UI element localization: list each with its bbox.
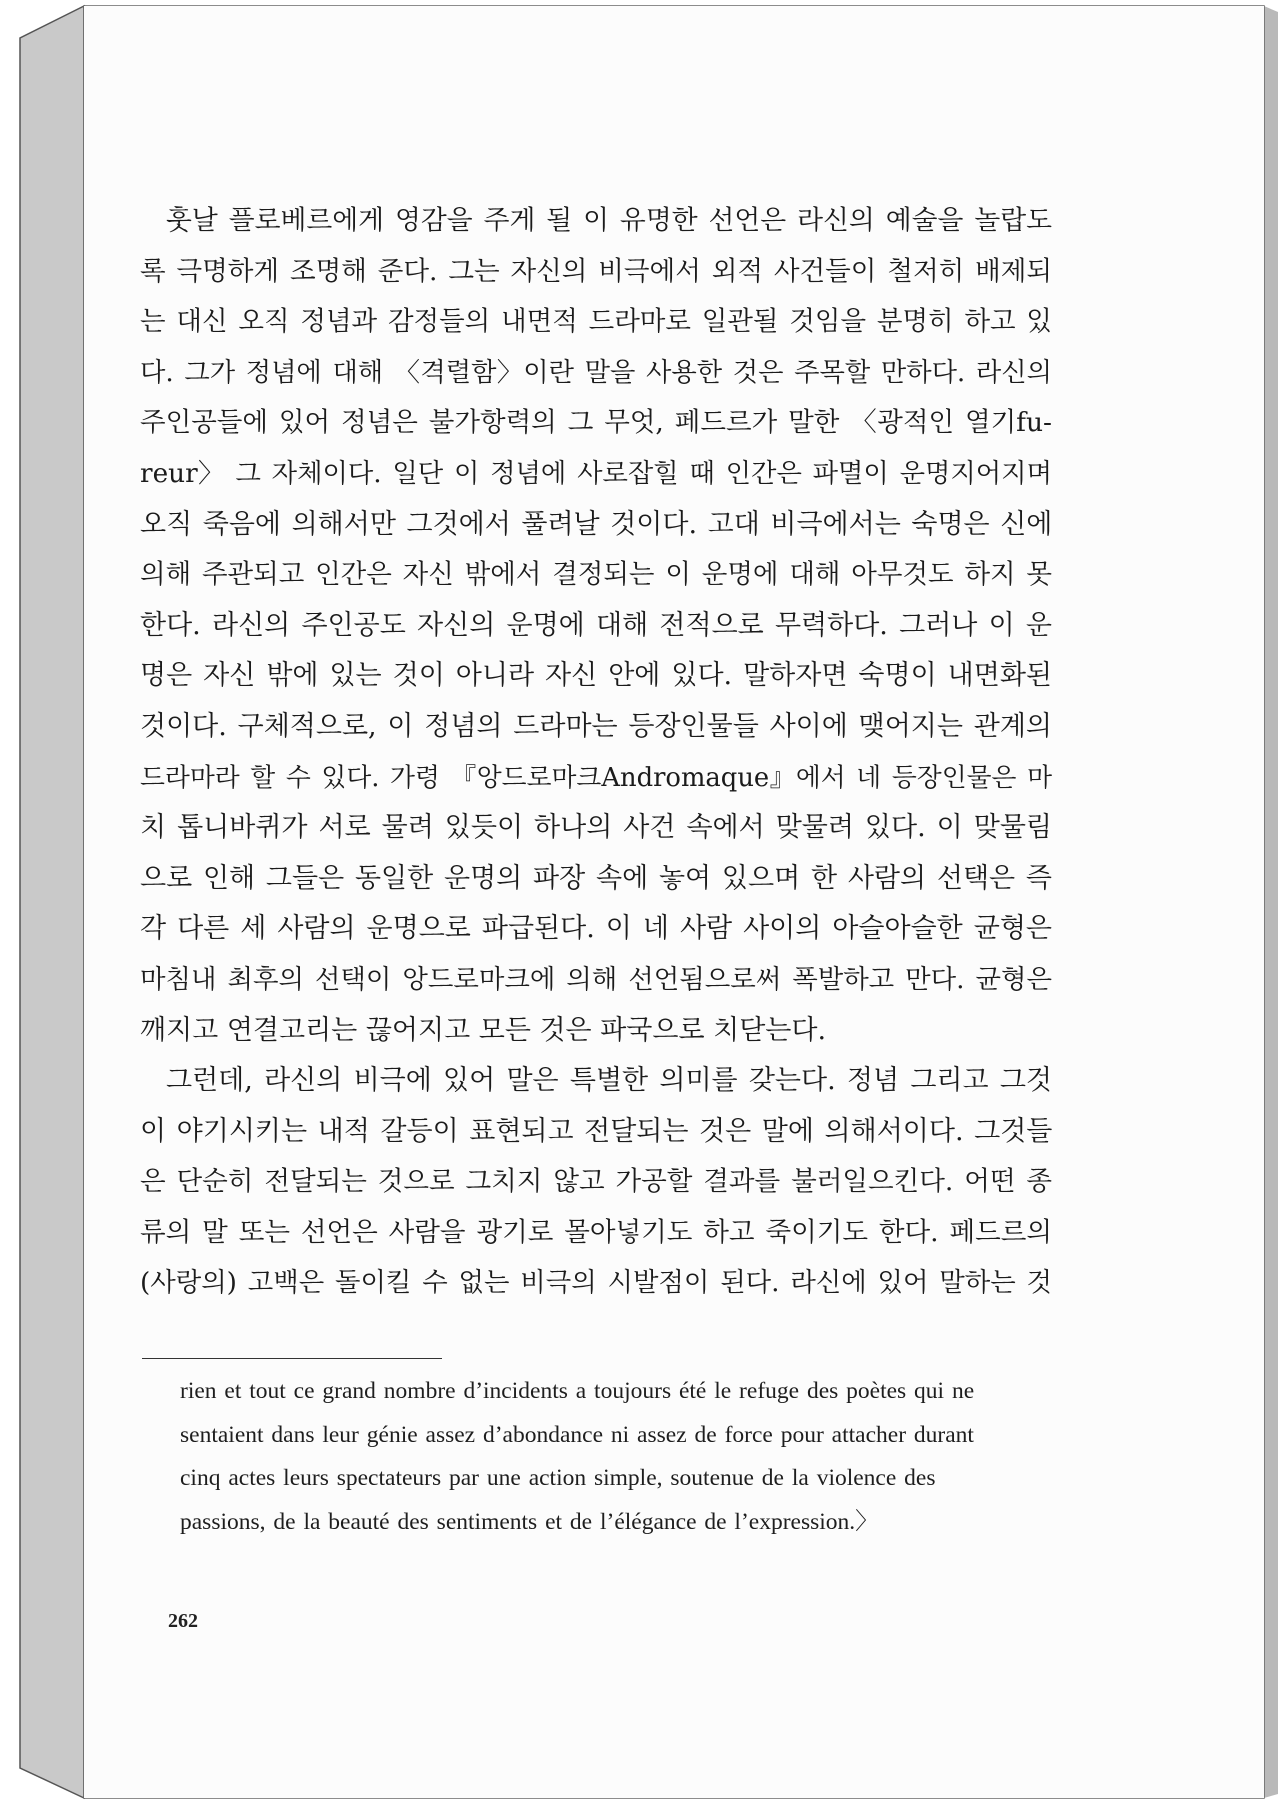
footnote-line: sentaient dans leur génie assez d’abondance ni assez de force pour attacher durant [180, 1421, 974, 1448]
footnote-line: passions, de la beauté des sentiments et de l’élégance de l’expression.〉 [180, 1508, 879, 1535]
text-line: 은 단순히 전달되는 것으로 그치지 않고 가공할 결과를 불러일으킨다. 어떤 종 [140, 1166, 1052, 1198]
body-text [140, 196, 1052, 1309]
footnote-line: cinq actes leurs spectateurs par une action simple, soutenue de la violence des [180, 1465, 936, 1491]
text-line: 깨지고 연결고리는 끊어지고 모든 것은 파국으로 치닫는다. [140, 1014, 827, 1046]
text-line: 명은 자신 밖에 있는 것이 아니라 자신 안에 있다. 말하자면 숙명이 내면화된 [140, 660, 1052, 692]
text-line: 훗날 플로베르에게 영감을 주게 될 이 유명한 선언은 라신의 예술을 놀랍도 [166, 205, 1052, 236]
text-line: 오직 죽음에 의해서만 그것에서 풀려날 것이다. 고대 비극에서는 숙명은 신에 [140, 508, 1053, 540]
text-line: 으로 인해 그들은 동일한 운명의 파장 속에 놓여 있으며 한 사람의 선택은 즉 [140, 862, 1052, 894]
text-line: 각 다른 세 사람의 운명으로 파급된다. 이 네 사람 사이의 아슬아슬한 균형은 [140, 913, 1052, 945]
text-line: 한다. 라신의 주인공도 자신의 운명에 대해 전적으로 무력하다. 그러나 이 운 [140, 609, 1052, 641]
text-line: 록 극명하게 조명해 준다. 그는 자신의 비극에서 외적 사건들이 철저히 배제되 [140, 255, 1052, 287]
paragraph-1 [140, 196, 1052, 1056]
text-line: (사랑의) 고백은 돌이킬 수 없는 비극의 시발점이 된다. 라신에 있어 말하는 것 [140, 1268, 1052, 1299]
text-line: 것이다. 구체적으로, 이 정념의 드라마는 등장인물들 사이에 맺어지는 관계의 [140, 710, 1052, 742]
text-line: 마침내 최후의 선택이 앙드로마크에 의해 선언됨으로써 폭발하고 만다. 균형은 [140, 963, 1052, 995]
text-line: 드라마라 할 수 있다. 가령 『앙드로마크Andromaque』에서 네 등장인물은 마 [140, 762, 1052, 793]
text-line: 주인공들에 있어 정념은 불가항력의 그 무엇, 페드르가 말한 〈광적인 열기fu- [140, 407, 1052, 439]
text-line: 류의 말 또는 선언은 사람을 광기로 몰아넣기도 하고 죽이기도 한다. 페드르의 [140, 1216, 1052, 1248]
text-line: reur〉 그 자체이다. 일단 이 정념에 사로잡힐 때 인간은 파멸이 운명지어지며 [140, 458, 1052, 489]
footnote-rule [142, 1358, 442, 1359]
footnote [180, 1370, 1055, 1544]
text-line: 의해 주관되고 인간은 자신 밖에서 결정되는 이 운명에 대해 아무것도 하지 못 [140, 559, 1052, 591]
page-number: 262 [168, 1610, 198, 1632]
paragraph-2 [140, 1056, 1052, 1309]
footnote-line: rien et tout ce grand nombre d’incidents a toujours été le refuge des poètes qui ne [180, 1378, 975, 1404]
text-line: 치 톱니바퀴가 서로 물려 있듯이 하나의 사건 속에서 맞물려 있다. 이 맞물림 [140, 812, 1052, 844]
text-line: 이 야기시키는 내적 갈등이 표현되고 전달되는 것은 말에 의해서이다. 그것들 [140, 1115, 1053, 1147]
text-line: 는 대신 오직 정념과 감정들의 내면적 드라마로 일관될 것임을 분명히 하고 있 [140, 306, 1052, 338]
text-line: 그런데, 라신의 비극에 있어 말은 특별한 의미를 갖는다. 정념 그리고 그것 [166, 1065, 1052, 1097]
text-line: 다. 그가 정념에 대해 〈격렬함〉이란 말을 사용한 것은 주목할 만하다. 라신의 [140, 357, 1052, 388]
